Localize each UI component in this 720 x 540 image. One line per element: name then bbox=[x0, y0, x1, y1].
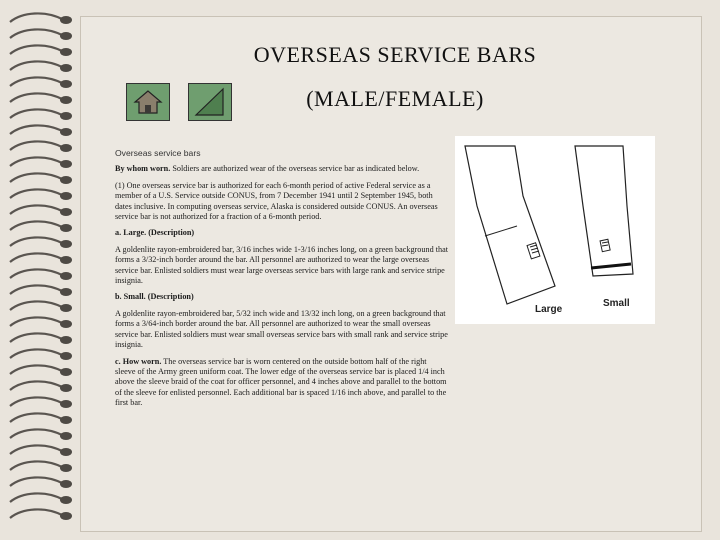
paragraph-rule-1: (1) One overseas service bar is authorized for each 6-month period of active Federal service as a member of a U.S. Service outside CONUS, from 7 December 1941 until 2 September 1945, both dates inclusive. In computing overseas service, Alaska is considered outside CONUS. An overseas service bar is not authorized for a fraction of a 6-month period. bbox=[115, 180, 438, 222]
sleeve-figure bbox=[455, 136, 655, 324]
spiral-ring bbox=[10, 333, 72, 344]
figure-label-large: Large bbox=[535, 304, 563, 315]
spiral-ring bbox=[10, 221, 72, 232]
spiral-ring bbox=[10, 45, 72, 56]
spiral-ring bbox=[10, 509, 72, 520]
spiral-ring bbox=[10, 477, 72, 488]
spiral-ring bbox=[10, 253, 72, 264]
spiral-ring bbox=[10, 445, 72, 456]
spiral-ring bbox=[10, 141, 72, 152]
paragraph-by-whom bbox=[115, 164, 448, 174]
back-triangle-icon bbox=[193, 87, 227, 117]
body-text bbox=[115, 148, 448, 415]
sleeve-illustration bbox=[455, 136, 655, 324]
spiral-ring bbox=[10, 205, 72, 216]
paragraph-text: The overseas service bar is worn centered on the outside bottom half of the right sleeve of the Army green uniform coat. The lower edge of the overseas service bar is placed 1/4 inch above the sleeve braid of the coat for officer personnel, and 4 inches above and parallel to the bottom of the sleeve for enlisted personnel. Each additional bar is spaced 1/16 inch above, and parallel to the first bar. bbox=[115, 356, 447, 408]
paragraph-text: Soldiers are authorized wear of the overseas service bar as indicated below. bbox=[170, 164, 420, 174]
spiral-ring bbox=[10, 413, 72, 424]
figure-label-small: Small bbox=[603, 298, 630, 309]
spiral-ring bbox=[10, 349, 72, 360]
spiral-ring bbox=[10, 397, 72, 408]
spiral-ring bbox=[10, 285, 72, 296]
spiral-ring bbox=[10, 365, 72, 376]
spiral-ring bbox=[10, 237, 72, 248]
spiral-ring bbox=[10, 317, 72, 328]
paragraph-small-heading: b. Small. (Description) bbox=[115, 292, 194, 302]
spiral-ring bbox=[10, 461, 72, 472]
home-button[interactable] bbox=[126, 83, 170, 121]
spiral-ring bbox=[10, 93, 72, 104]
spiral-ring bbox=[10, 173, 72, 184]
paragraph-lead: c. How worn. bbox=[115, 356, 162, 366]
page-title-line2: (MALE/FEMALE) bbox=[306, 86, 484, 111]
spiral-ring bbox=[10, 493, 72, 504]
spiral-ring bbox=[10, 301, 72, 312]
small-service-bar-icon bbox=[600, 239, 610, 251]
spiral-ring bbox=[10, 381, 72, 392]
paragraph-large-heading: a. Large. (Description) bbox=[115, 228, 195, 238]
spiral-binding bbox=[0, 0, 80, 540]
spiral-ring bbox=[10, 61, 72, 72]
paragraph-large: A goldenlite rayon-embroidered bar, 3/16 inches wide 1-3/16 inches long, on a green background that forms a 3/32-inch border around the bar. All personnel are authorized to wear the large overseas service bar. Enlisted soldiers must wear large overseas service bars with large rank and service stripe insignia. bbox=[115, 244, 448, 286]
home-icon bbox=[133, 88, 163, 116]
section-heading: Overseas service bars bbox=[115, 148, 201, 158]
spiral-ring bbox=[10, 13, 72, 24]
spiral-ring bbox=[10, 429, 72, 440]
spiral-ring bbox=[10, 109, 72, 120]
spiral-ring bbox=[10, 29, 72, 40]
paragraph-lead: By whom worn. bbox=[115, 164, 171, 174]
back-button[interactable] bbox=[188, 83, 232, 121]
spiral-ring bbox=[10, 125, 72, 136]
paragraph-how-worn bbox=[115, 357, 448, 409]
page-title-line1: OVERSEAS SERVICE BARS bbox=[253, 42, 537, 67]
paragraph-small: A goldenlite rayon-embroidered bar, 5/32 inch wide and 13/32 inch long, on a green background that forms a 3/64-inch border around the bar. All personnel are authorized to wear the small overseas service bar. Enlisted soldiers must wear small overseas service bars with small rank and service stripe insignia. bbox=[115, 308, 448, 350]
spiral-ring bbox=[10, 77, 72, 88]
spiral-ring bbox=[10, 269, 72, 280]
spiral-ring bbox=[10, 189, 72, 200]
spiral-ring bbox=[10, 157, 72, 168]
